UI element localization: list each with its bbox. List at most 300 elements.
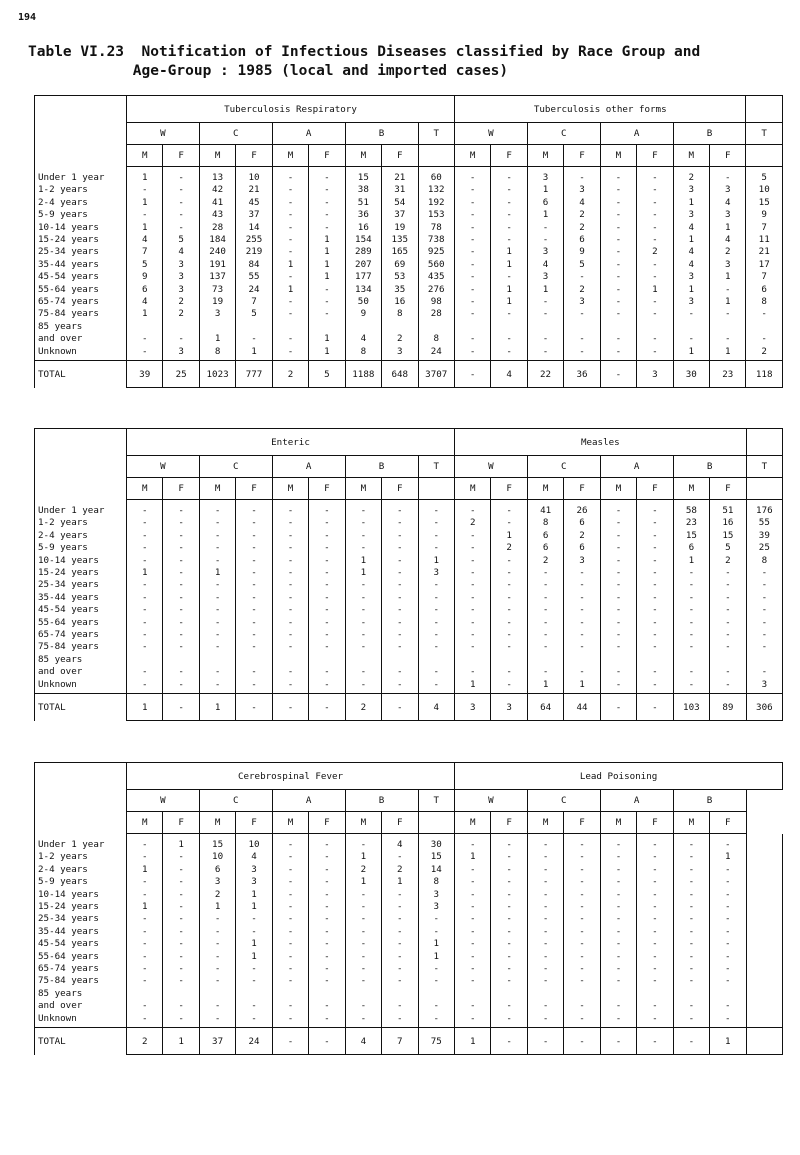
table-cell: 10 xyxy=(746,184,782,196)
table-row xyxy=(35,617,783,629)
table-cell: - xyxy=(564,346,600,361)
corner-cell xyxy=(35,145,127,167)
table-cell xyxy=(382,988,418,1000)
table-cell: - xyxy=(236,641,272,653)
table-cell: - xyxy=(491,222,527,234)
table-cell: 84 xyxy=(236,259,272,271)
table-cell: - xyxy=(527,333,563,345)
table-cell: - xyxy=(345,963,381,975)
table-cell: - xyxy=(527,901,563,913)
table-cell: 8 xyxy=(746,296,782,308)
table-cell: - xyxy=(564,834,600,852)
table-cell xyxy=(309,988,345,1000)
table-cell: - xyxy=(600,530,636,542)
table-cell: - xyxy=(710,567,747,579)
table-cell: - xyxy=(637,333,673,345)
table-cell: - xyxy=(710,913,746,925)
table-cell: 38 xyxy=(345,184,381,196)
table-cell: 5 xyxy=(236,308,272,320)
sex-header-m: M xyxy=(199,145,235,167)
table-cell: - xyxy=(600,555,636,567)
table-cell: 8 xyxy=(527,517,563,529)
table-cell: - xyxy=(673,617,709,629)
sex-header-f: F xyxy=(491,478,527,500)
table-cell: 1 xyxy=(309,246,345,258)
table-cell: - xyxy=(199,679,235,694)
table-cell xyxy=(564,321,600,333)
table-cell xyxy=(127,988,163,1000)
table-cell: - xyxy=(527,222,563,234)
table-cell xyxy=(345,988,381,1000)
table-cell: - xyxy=(382,530,418,542)
table-cell: 24 xyxy=(418,346,454,361)
table-cell: - xyxy=(600,271,636,283)
table-cell xyxy=(564,988,600,1000)
table-cell: 6 xyxy=(527,542,563,554)
blank-cell xyxy=(746,975,783,987)
table-cell: 69 xyxy=(382,259,418,271)
table-cell: - xyxy=(272,222,308,234)
table-cell: 4 xyxy=(345,333,381,345)
table-cell: - xyxy=(127,629,163,641)
table-cell: - xyxy=(710,592,747,604)
table-cell: - xyxy=(418,517,455,529)
table-cell: 23 xyxy=(673,517,709,529)
table-cell: - xyxy=(454,333,490,345)
table-cell: 19 xyxy=(199,296,235,308)
table-cell: - xyxy=(491,1013,527,1028)
table-cell: - xyxy=(236,975,272,987)
table-cell: - xyxy=(382,1013,418,1028)
table-cell: - xyxy=(746,617,782,629)
sex-header-f: F xyxy=(309,478,345,500)
table-cell: 55 xyxy=(236,271,272,283)
table-cell: 5 xyxy=(710,542,747,554)
table-row xyxy=(35,246,783,258)
section-tuberculosis xyxy=(34,95,782,388)
table-cell: - xyxy=(637,592,673,604)
table-cell: - xyxy=(236,617,272,629)
table-cell: - xyxy=(600,951,636,963)
table-row xyxy=(35,197,783,209)
table-cell: 54 xyxy=(382,197,418,209)
table-cell: - xyxy=(746,629,782,641)
table-cell: 1 xyxy=(527,284,563,296)
table-cell: 2 xyxy=(455,517,491,529)
table-cell: - xyxy=(600,963,636,975)
age-group-label: 65-74 years xyxy=(35,963,127,975)
total-cell: 103 xyxy=(673,694,709,721)
table-cell: - xyxy=(454,308,490,320)
table-cell: 14 xyxy=(236,222,272,234)
table-cell: 1 xyxy=(527,184,563,196)
table-cell: - xyxy=(272,963,308,975)
table-cell: 1 xyxy=(491,296,527,308)
table-cell: 4 xyxy=(236,851,272,863)
table-cell: 2 xyxy=(382,333,418,345)
table-cell: - xyxy=(163,864,199,876)
table-cell: - xyxy=(272,864,308,876)
total-cell: 89 xyxy=(710,694,747,721)
table-cell: 3 xyxy=(710,259,746,271)
table-cell: 8 xyxy=(418,333,454,345)
table-cell: 10 xyxy=(236,167,272,185)
table-cell: 2 xyxy=(710,555,747,567)
table-cell: - xyxy=(127,500,163,518)
sex-header-f: F xyxy=(710,478,747,500)
race-group-header: W xyxy=(455,790,528,812)
table-cell: - xyxy=(345,604,381,616)
table-cell: - xyxy=(600,308,636,320)
total-cell: 306 xyxy=(746,694,782,721)
table-cell: - xyxy=(345,629,381,641)
table-cell: - xyxy=(345,641,381,653)
table-cell: - xyxy=(491,167,527,185)
table-cell: 4 xyxy=(127,234,163,246)
sex-header-m: M xyxy=(272,812,308,834)
table-cell: 1 xyxy=(345,876,381,888)
table-cell: 4 xyxy=(710,197,746,209)
table-cell: 6 xyxy=(127,284,163,296)
table-cell: 98 xyxy=(418,296,454,308)
table-cell xyxy=(710,321,746,333)
table-cell: - xyxy=(345,913,381,925)
table-cell: 1 xyxy=(309,259,345,271)
sex-header-m: M xyxy=(527,478,563,500)
table-cell: - xyxy=(455,951,491,963)
table-cell: - xyxy=(600,851,636,863)
table-cell: 1 xyxy=(455,679,491,694)
table-cell: 1 xyxy=(382,876,418,888)
sex-header-m: M xyxy=(199,812,235,834)
sex-header-f: F xyxy=(710,812,746,834)
race-group-header: W xyxy=(127,456,200,478)
table-cell: - xyxy=(199,926,235,938)
table-cell: - xyxy=(637,951,673,963)
table-cell: 1 xyxy=(127,864,163,876)
table-cell: - xyxy=(382,579,418,591)
table-cell: - xyxy=(527,864,563,876)
race-group-header: W xyxy=(127,123,200,145)
table-cell: - xyxy=(382,889,418,901)
table-cell: - xyxy=(345,901,381,913)
sex-header-f: F xyxy=(564,478,600,500)
table-cell: - xyxy=(564,333,600,345)
table-row xyxy=(35,209,783,221)
table-row xyxy=(35,167,783,185)
table-cell xyxy=(345,654,381,666)
table-row xyxy=(35,308,783,320)
table-cell: - xyxy=(637,913,673,925)
age-group-label: Unknown xyxy=(35,346,127,361)
section-cerebrospinal-lead xyxy=(34,762,782,1055)
blank-cell xyxy=(746,1028,783,1055)
table-cell: - xyxy=(527,851,563,863)
total-cell: 3 xyxy=(491,694,527,721)
table-cell: - xyxy=(564,926,600,938)
table-cell xyxy=(600,321,636,333)
total-cell: - xyxy=(236,694,272,721)
age-group-label: Under 1 year xyxy=(35,834,127,852)
data-table xyxy=(34,762,783,1055)
table-cell: - xyxy=(236,555,272,567)
age-group-label: Unknown xyxy=(35,679,127,694)
table-cell: - xyxy=(236,666,272,678)
table-cell: 21 xyxy=(382,167,418,185)
total-cell: - xyxy=(673,1028,709,1055)
table-cell: 17 xyxy=(746,259,782,271)
table-row xyxy=(35,1000,783,1012)
table-cell: - xyxy=(163,641,199,653)
table-cell: - xyxy=(527,913,563,925)
table-cell: - xyxy=(236,542,272,554)
table-cell: 3 xyxy=(163,346,199,361)
table-cell: - xyxy=(345,517,381,529)
table-cell: 9 xyxy=(127,271,163,283)
table-cell: - xyxy=(163,617,199,629)
table-cell: - xyxy=(600,517,636,529)
table-cell: - xyxy=(272,889,308,901)
table-cell: 2 xyxy=(637,246,673,258)
age-group-label: 35-44 years xyxy=(35,259,127,271)
table-cell: - xyxy=(236,963,272,975)
table-cell: - xyxy=(600,209,636,221)
table-cell: - xyxy=(600,259,636,271)
table-cell: - xyxy=(127,975,163,987)
table-cell: 1 xyxy=(309,333,345,345)
table-cell: - xyxy=(673,629,709,641)
table-cell: - xyxy=(637,296,673,308)
table-cell: - xyxy=(127,1000,163,1012)
blank-cell xyxy=(746,876,783,888)
table-cell: - xyxy=(527,889,563,901)
table-cell: - xyxy=(272,333,308,345)
total-cell: - xyxy=(309,694,345,721)
age-group-label: 5-9 years xyxy=(35,542,127,554)
table-cell: - xyxy=(455,913,491,925)
total-cell: 39 xyxy=(127,361,163,388)
table-cell: - xyxy=(564,579,600,591)
table-cell: - xyxy=(382,913,418,925)
table-cell: - xyxy=(309,913,345,925)
table-cell xyxy=(673,321,709,333)
table-cell: - xyxy=(127,517,163,529)
table-cell: - xyxy=(309,167,345,185)
table-cell: - xyxy=(600,666,636,678)
age-group-label: 2-4 years xyxy=(35,530,127,542)
age-group-label: 2-4 years xyxy=(35,864,127,876)
table-cell: - xyxy=(382,963,418,975)
total-cell: 64 xyxy=(527,694,563,721)
table-cell: - xyxy=(127,938,163,950)
table-cell: - xyxy=(491,197,527,209)
table-cell: - xyxy=(199,604,235,616)
table-cell: 2 xyxy=(491,542,527,554)
sex-header-f: F xyxy=(236,812,272,834)
table-cell: - xyxy=(309,222,345,234)
table-cell: - xyxy=(527,308,563,320)
table-cell: - xyxy=(600,184,636,196)
table-cell: - xyxy=(454,209,490,221)
table-cell xyxy=(491,321,527,333)
table-cell: - xyxy=(491,617,527,629)
table-cell: - xyxy=(163,209,199,221)
table-cell: - xyxy=(455,542,491,554)
table-cell: - xyxy=(272,184,308,196)
table-cell: - xyxy=(564,271,600,283)
total-cell: 3 xyxy=(455,694,491,721)
page-number: 194 xyxy=(18,12,37,23)
table-cell: - xyxy=(163,851,199,863)
table-cell: 1 xyxy=(710,851,746,863)
sex-header-f: F xyxy=(309,145,345,167)
table-cell: - xyxy=(127,851,163,863)
table-cell: - xyxy=(491,234,527,246)
table-cell xyxy=(454,321,490,333)
sex-header-m: M xyxy=(272,478,308,500)
total-row xyxy=(35,694,783,721)
table-cell: 28 xyxy=(199,222,235,234)
table-cell: - xyxy=(309,617,345,629)
table-cell: - xyxy=(527,641,563,653)
table-cell: 276 xyxy=(418,284,454,296)
table-cell: - xyxy=(527,834,563,852)
table-cell: - xyxy=(746,641,782,653)
table-cell: - xyxy=(272,938,308,950)
table-cell: - xyxy=(418,666,455,678)
table-cell: - xyxy=(710,666,747,678)
table-cell: - xyxy=(163,500,199,518)
table-cell: - xyxy=(527,604,563,616)
table-cell: 55 xyxy=(746,517,782,529)
table-cell: - xyxy=(637,617,673,629)
table-cell: - xyxy=(491,926,527,938)
total-cell: 118 xyxy=(746,361,782,388)
table-cell: - xyxy=(637,876,673,888)
race-group-header: A xyxy=(272,456,345,478)
table-cell: - xyxy=(272,629,308,641)
total-cell: 3 xyxy=(637,361,673,388)
table-cell: 177 xyxy=(345,271,381,283)
age-group-label: and over xyxy=(35,333,127,345)
table-cell: 192 xyxy=(418,197,454,209)
table-cell: - xyxy=(673,579,709,591)
table-row xyxy=(35,834,783,852)
table-cell: - xyxy=(637,222,673,234)
table-cell: - xyxy=(163,975,199,987)
table-cell: - xyxy=(491,963,527,975)
table-cell: 6 xyxy=(746,284,782,296)
table-cell: - xyxy=(454,346,490,361)
total-cell: 777 xyxy=(236,361,272,388)
table-cell: - xyxy=(491,679,527,694)
table-cell: - xyxy=(637,864,673,876)
total-row xyxy=(35,1028,783,1055)
table-cell xyxy=(455,654,491,666)
table-cell: - xyxy=(637,889,673,901)
table-cell: 1 xyxy=(199,901,235,913)
table-cell: - xyxy=(710,938,746,950)
table-cell: - xyxy=(564,1000,600,1012)
age-group-label: and over xyxy=(35,666,127,678)
table-cell xyxy=(163,988,199,1000)
table-cell: - xyxy=(272,500,308,518)
table-cell: - xyxy=(455,555,491,567)
sex-header-m: M xyxy=(600,812,636,834)
race-group-header: T xyxy=(746,123,782,145)
table-cell: - xyxy=(382,926,418,938)
table-cell xyxy=(309,321,345,333)
disease-title-left: Tuberculosis Respiratory xyxy=(127,96,455,123)
table-cell: - xyxy=(600,876,636,888)
table-cell: - xyxy=(637,167,673,185)
table-cell: - xyxy=(637,963,673,975)
age-group-label: 10-14 years xyxy=(35,555,127,567)
table-cell: - xyxy=(236,1013,272,1028)
blank-cell xyxy=(746,901,783,913)
table-cell: - xyxy=(236,517,272,529)
table-cell xyxy=(746,321,782,333)
table-cell: - xyxy=(455,963,491,975)
table-cell: - xyxy=(600,579,636,591)
sex-header-m: M xyxy=(527,145,563,167)
table-cell: - xyxy=(637,271,673,283)
table-cell: - xyxy=(491,1000,527,1012)
table-cell xyxy=(746,654,782,666)
corner-cell xyxy=(35,478,127,500)
table-cell: - xyxy=(527,346,563,361)
total-cell: - xyxy=(527,1028,563,1055)
total-label: TOTAL xyxy=(35,1028,127,1055)
table-cell: - xyxy=(673,1000,709,1012)
sex-header-f: F xyxy=(163,478,199,500)
table-cell: - xyxy=(637,834,673,852)
table-cell: - xyxy=(746,567,782,579)
table-cell: - xyxy=(272,975,308,987)
table-cell: - xyxy=(454,222,490,234)
sex-header-m: M xyxy=(199,478,235,500)
table-cell: 21 xyxy=(746,246,782,258)
table-cell: - xyxy=(309,975,345,987)
table-cell: - xyxy=(564,592,600,604)
table-row xyxy=(35,321,783,333)
corner-cell xyxy=(35,790,127,812)
race-group-header: B xyxy=(673,456,746,478)
table-cell: - xyxy=(127,530,163,542)
table-cell: - xyxy=(637,666,673,678)
race-group-header: C xyxy=(199,790,272,812)
table-cell: 1 xyxy=(345,567,381,579)
table-cell: 1 xyxy=(418,938,455,950)
table-cell: - xyxy=(127,346,163,361)
sex-header-f: F xyxy=(163,812,199,834)
table-cell: - xyxy=(673,901,709,913)
table-cell: - xyxy=(309,889,345,901)
table-cell: - xyxy=(163,1000,199,1012)
table-cell: 154 xyxy=(345,234,381,246)
table-cell: 1 xyxy=(637,284,673,296)
table-cell: - xyxy=(309,851,345,863)
table-cell: - xyxy=(527,876,563,888)
table-cell: - xyxy=(673,889,709,901)
table-cell: - xyxy=(382,629,418,641)
table-cell: - xyxy=(382,666,418,678)
total-cell: - xyxy=(637,1028,673,1055)
sex-header-m: M xyxy=(527,812,563,834)
table-cell: - xyxy=(418,500,455,518)
table-row xyxy=(35,679,783,694)
race-group-header: A xyxy=(600,790,673,812)
